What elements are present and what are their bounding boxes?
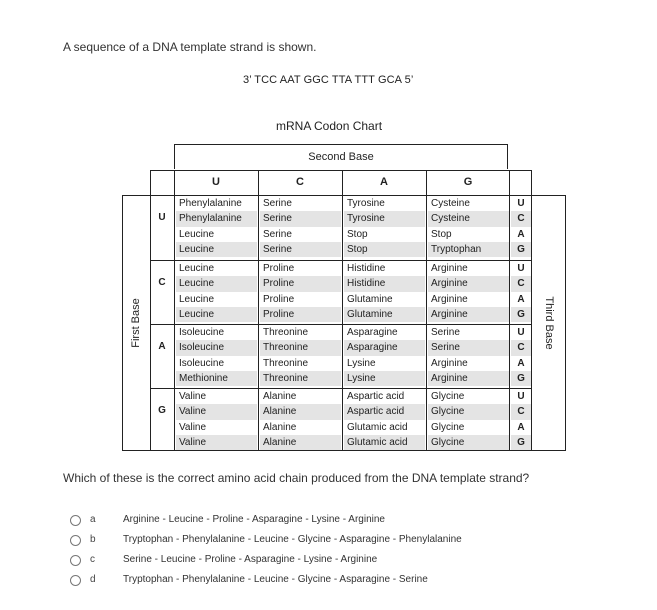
codon-cell: Leucine [179, 308, 215, 320]
option-c[interactable] [70, 553, 570, 571]
codon-cell: Aspartic acid [347, 391, 405, 402]
third-base-letter: C [517, 406, 525, 418]
grid-line [150, 195, 532, 196]
option-letter: a [90, 514, 96, 525]
codon-cell: Threonine [263, 372, 309, 384]
third-base-letter: A [517, 228, 525, 240]
codon-cell: Valine [179, 421, 207, 433]
codon-cell: Serine [263, 213, 292, 225]
codon-cell: Alanine [263, 436, 297, 448]
third-base-letter: G [517, 372, 525, 384]
third-base-letter: A [517, 421, 525, 433]
third-base-letter: U [517, 391, 525, 402]
radio-button-a[interactable] [70, 515, 81, 526]
question-intro: A sequence of a DNA template strand is shown. [63, 40, 317, 54]
codon-cell: Alanine [263, 391, 297, 402]
codon-cell: Leucine [179, 263, 215, 274]
codon-cell: Tyrosine [347, 213, 385, 225]
dna-sequence: 3’ TCC AAT GGC TTA TTT GCA 5’ [243, 74, 414, 86]
codon-cell: Asparagine [347, 342, 398, 354]
third-base-letter: G [517, 243, 525, 255]
grid-line [150, 260, 532, 261]
codon-cell: Asparagine [347, 327, 398, 338]
first-base-g: G [158, 404, 166, 416]
radio-button-c[interactable] [70, 555, 81, 566]
codon-cell: Methionine [179, 372, 228, 384]
codon-cell: Tryptophan [431, 243, 482, 255]
codon-cell: Leucine [179, 278, 215, 290]
third-base-letter: C [517, 342, 525, 354]
codon-cell: Threonine [263, 342, 309, 354]
codon-cell: Serine [263, 198, 292, 209]
radio-button-b[interactable] [70, 535, 81, 546]
third-base-letter: U [517, 263, 525, 274]
third-base-letter: C [517, 278, 525, 290]
first-base-c: C [158, 276, 166, 288]
option-text: Tryptophan - Phenylalanine - Leucine - Glycine - Asparagine - Serine [123, 574, 428, 585]
codon-cell: Glutamic acid [347, 436, 408, 448]
codon-cell: Arginine [431, 278, 468, 290]
grid-line [258, 170, 259, 451]
codon-cell: Cysteine [431, 198, 470, 209]
codon-cell: Isoleucine [179, 357, 225, 369]
codon-cell: Alanine [263, 421, 297, 433]
third-base-letter: G [517, 436, 525, 448]
codon-cell: Phenylalanine [179, 213, 242, 225]
option-a[interactable] [70, 513, 570, 531]
codon-cell: Glutamic acid [347, 421, 408, 433]
third-base-letter: A [517, 293, 525, 305]
codon-cell: Proline [263, 278, 295, 290]
codon-cell: Phenylalanine [179, 198, 242, 209]
column-header-u: U [212, 176, 220, 188]
grid-line [174, 170, 175, 451]
codon-cell: Leucine [179, 243, 215, 255]
option-letter: b [90, 534, 96, 545]
option-letter: c [90, 554, 95, 565]
column-header-a: A [380, 176, 388, 188]
third-base-letter: C [517, 213, 525, 225]
codon-cell: Stop [347, 228, 368, 240]
codon-cell: Arginine [431, 263, 468, 274]
third-base-letter: A [517, 357, 525, 369]
codon-cell: Glutamine [347, 308, 393, 320]
option-b[interactable] [70, 533, 570, 551]
grid-line [150, 324, 532, 325]
codon-cell: Threonine [263, 327, 309, 338]
codon-cell: Stop [431, 228, 452, 240]
codon-cell: Aspartic acid [347, 406, 405, 418]
codon-cell: Glutamine [347, 293, 393, 305]
codon-cell: Arginine [431, 293, 468, 305]
codon-cell: Valine [179, 436, 207, 448]
codon-cell: Serine [263, 243, 292, 255]
codon-cell: Lysine [347, 372, 376, 384]
codon-cell: Proline [263, 293, 295, 305]
grid-line [426, 170, 427, 451]
codon-cell: Glycine [431, 421, 465, 433]
second-base-header [174, 144, 508, 169]
chart-title: mRNA Codon Chart [276, 119, 383, 133]
codon-cell: Proline [263, 263, 295, 274]
codon-cell: Glycine [431, 436, 465, 448]
first-base-label: First Base [130, 298, 142, 348]
third-base-letter: G [517, 308, 525, 320]
codon-cell: Cysteine [431, 213, 470, 225]
codon-cell: Valine [179, 406, 207, 418]
codon-cell: Serine [431, 327, 460, 338]
option-text: Arginine - Leucine - Proline - Asparagine - Lysine - Arginine [123, 514, 385, 525]
codon-cell: Serine [431, 342, 460, 354]
third-base-letter: U [517, 198, 525, 209]
radio-button-d[interactable] [70, 575, 81, 586]
codon-cell: Glycine [431, 391, 465, 402]
codon-cell: Leucine [179, 228, 215, 240]
first-base-a: A [158, 340, 166, 352]
column-header-g: G [463, 176, 473, 188]
option-letter: d [90, 574, 96, 585]
codon-cell: Lysine [347, 357, 376, 369]
codon-cell: Arginine [431, 308, 468, 320]
third-base-letter: U [517, 327, 525, 338]
question-text: Which of these is the correct amino acid chain produced from the DNA template strand? [63, 471, 530, 485]
codon-cell: Arginine [431, 357, 468, 369]
codon-cell: Arginine [431, 372, 468, 384]
first-base-u: U [158, 211, 166, 223]
option-d[interactable] [70, 573, 570, 591]
codon-cell: Tyrosine [347, 198, 385, 209]
codon-cell: Histidine [347, 263, 386, 274]
option-text: Tryptophan - Phenylalanine - Leucine - Glycine - Asparagine - Phenylalanine [123, 534, 462, 545]
codon-cell: Alanine [263, 406, 297, 418]
codon-cell: Threonine [263, 357, 309, 369]
codon-cell: Proline [263, 308, 295, 320]
codon-cell: Glycine [431, 406, 465, 418]
codon-cell: Valine [179, 391, 207, 402]
codon-cell: Isoleucine [179, 327, 225, 338]
third-base-label: Third Base [543, 296, 555, 350]
second-base-label: Second Base [308, 151, 374, 163]
option-text: Serine - Leucine - Proline - Asparagine - Lysine - Arginine [123, 554, 378, 565]
grid-line [150, 388, 532, 389]
codon-cell: Stop [347, 243, 368, 255]
grid-line [509, 170, 510, 451]
codon-cell: Isoleucine [179, 342, 225, 354]
codon-cell: Leucine [179, 293, 215, 305]
codon-cell: Serine [263, 228, 292, 240]
grid-line [342, 170, 343, 451]
codon-cell: Histidine [347, 278, 386, 290]
grid-line [174, 170, 509, 171]
column-header-c: C [296, 176, 304, 188]
